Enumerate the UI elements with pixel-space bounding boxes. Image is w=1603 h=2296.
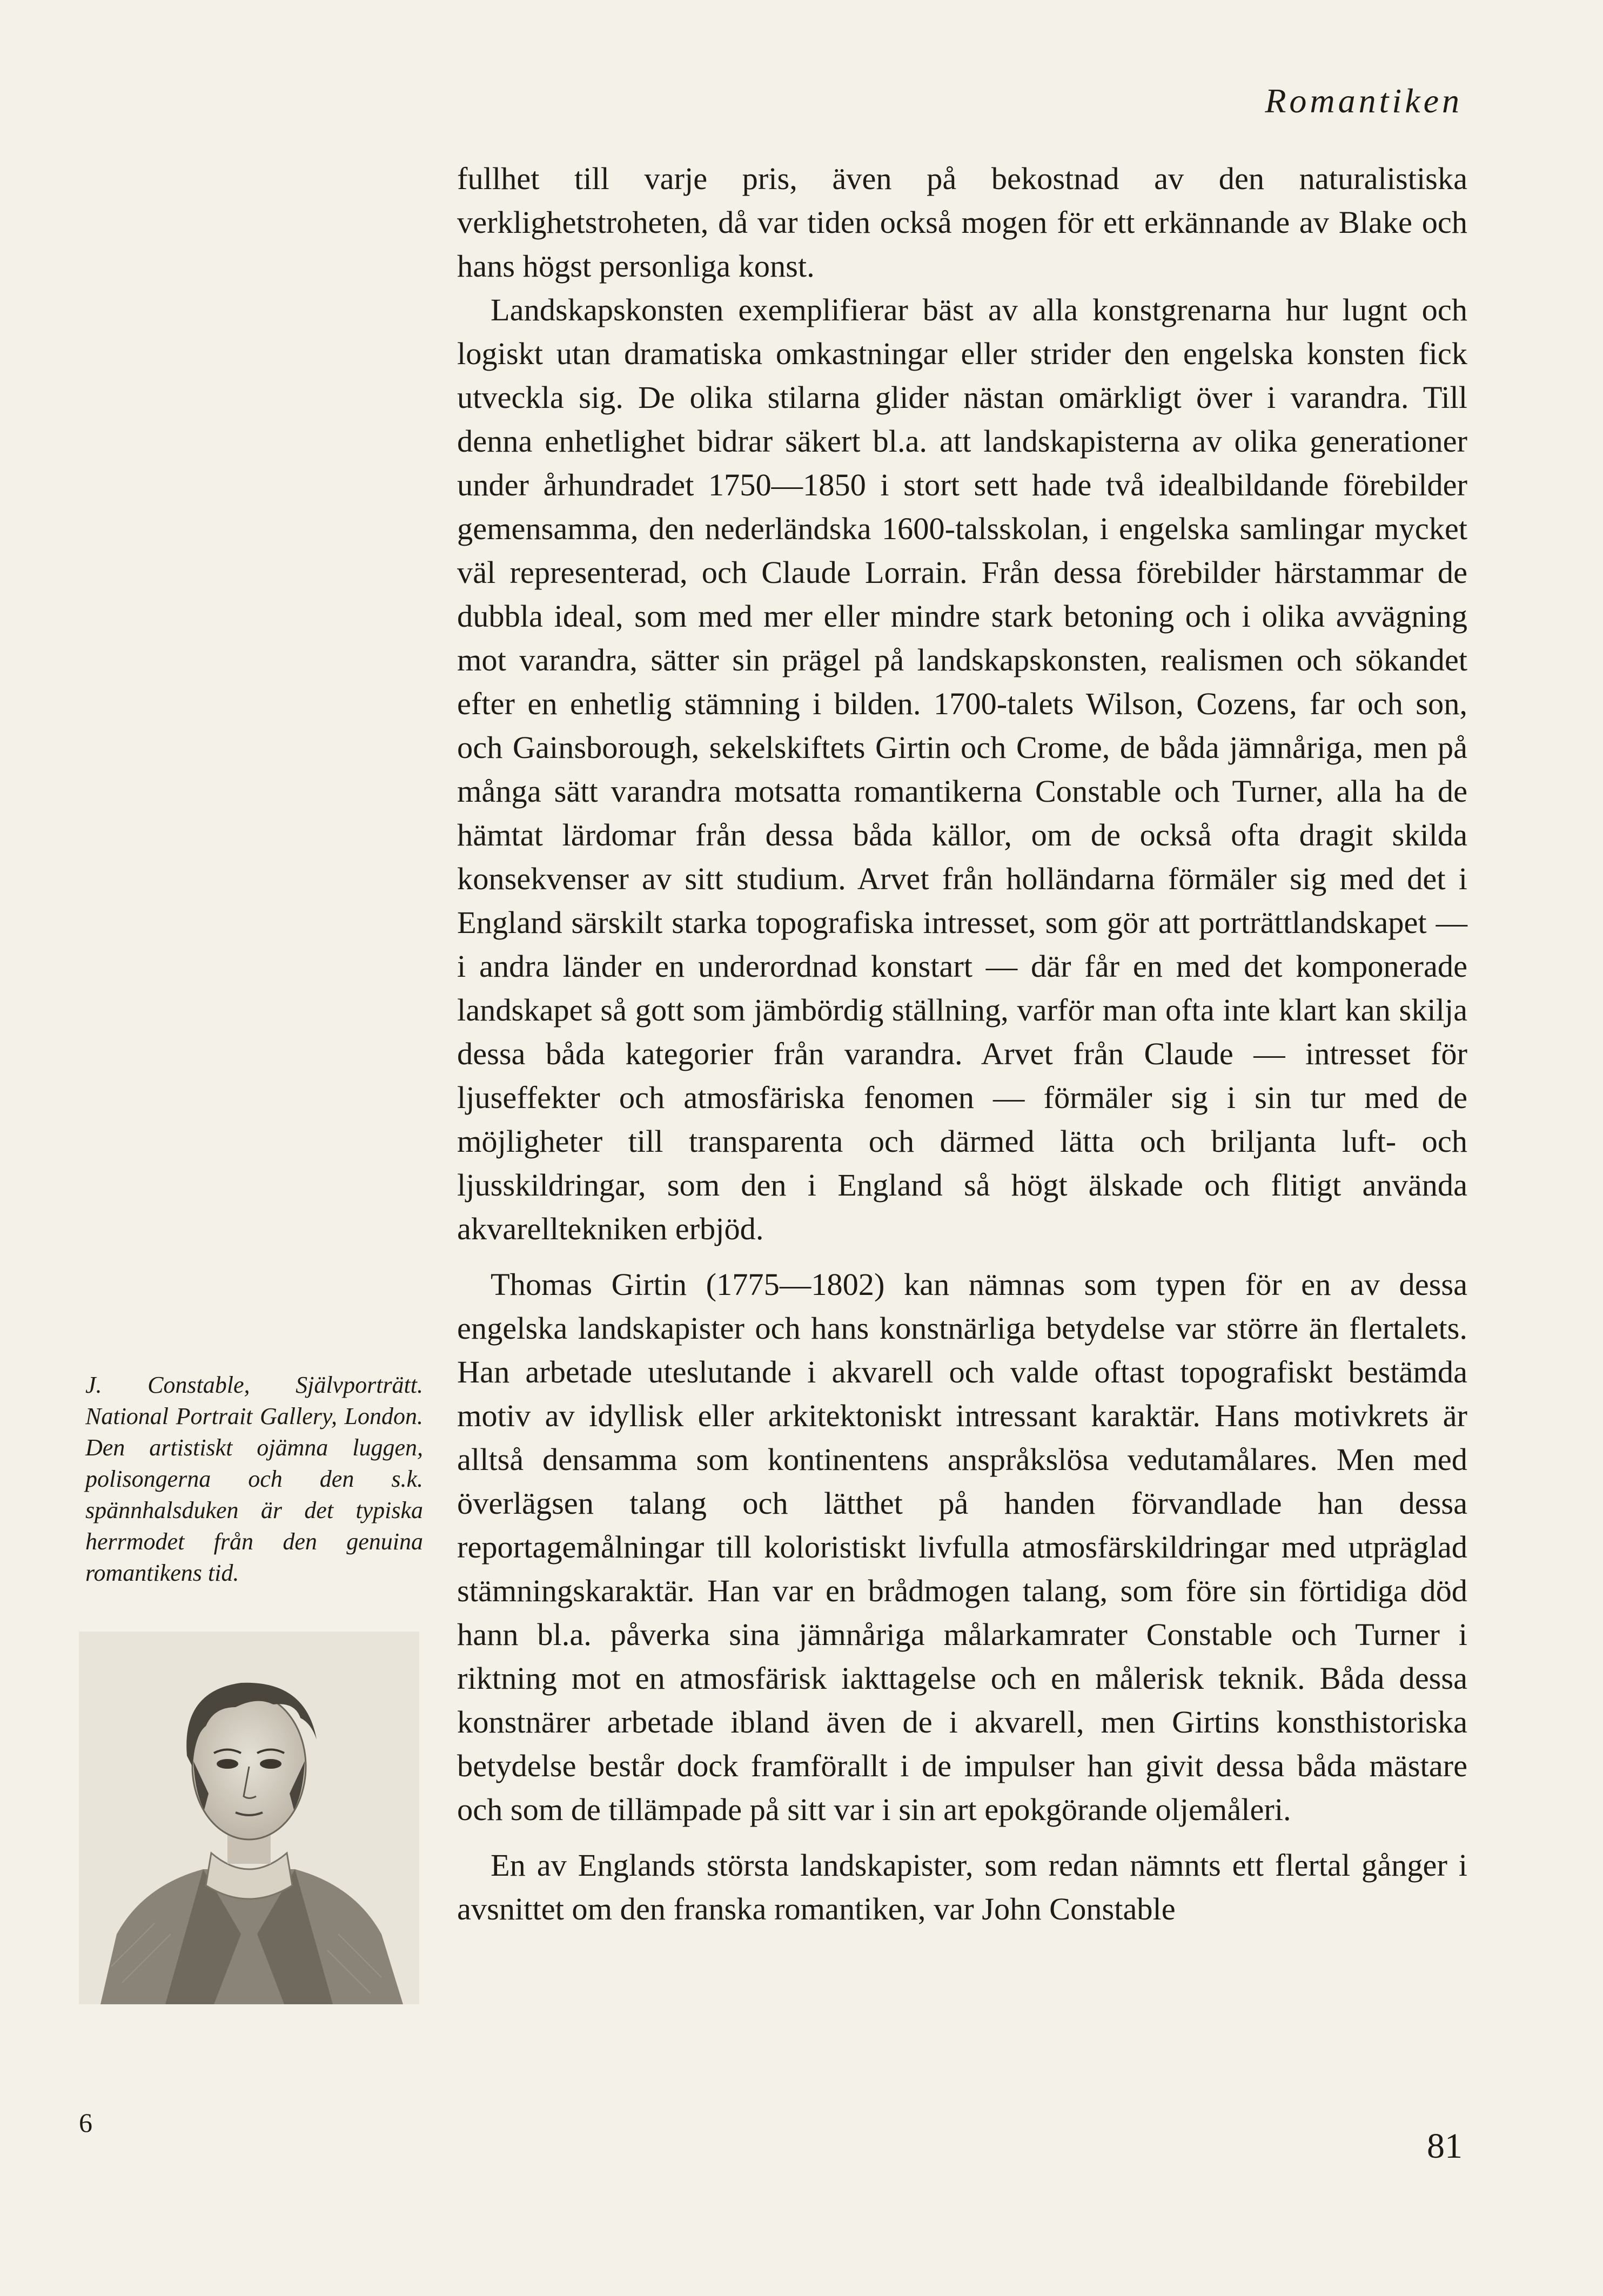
portrait-image	[79, 1632, 419, 2004]
figure-number: 6	[79, 2107, 92, 2138]
figure-caption: J. Constable, Självporträtt. National Portrait Gallery, London. Den artistiskt ojämna luggen, polisongerna och den s.k. spännhalsduken är det typiska herrmodet från den genuina romantikens tid.	[85, 1372, 423, 1586]
portrait-sketch-icon	[79, 1632, 419, 2004]
page-number: 81	[1427, 2126, 1463, 2166]
paragraph-2: Landskapskonsten exemplifierar bäst av alla konstgrenarna hur lugnt och logiskt utan dramatiska omkastningar eller strider den engelska konsten fick utveckla sig. De olika stilarna glider nästan omärkligt över i varandra. Till denna enhetlighet bidrar säkert bl.a. att landskapisterna av olika generationer under århundradet 1750—1850 i stort sett hade två idealbildande förebilder gemensamma, den nederländska 1600-talsskolan, i engelska samlingar mycket väl representerad, och Claude Lorrain. Från dessa förebilder härstammar de dubbla ideal, som med mer eller mindre stark betoning och i olika avvägning mot varandra, sätter sin prägel på landskapskonsten, realismen och sökandet efter en enhetlig stämning i bilden. 1700-talets Wilson, Cozens, far och son, och Gainsborough, sekelskiftets Girtin och Crome, de båda jämnåriga, men på många sätt varandra motsatta romantikerna Constable och Turner, alla ha de hämtat lärdomar från dessa båda källor, om de också ofta dragit skilda konsekvenser av sitt studium. Arvet från holländarna förmäler sig med det i England särskilt starka topografiska intresset, som gör att porträttlandskapet — i andra länder en underordnad konstart — där får en med det komponerade landskapet så gott som jämbördig ställning, varför man ofta inte klart kan skilja dessa båda kategorier från varandra. Arvet från Claude — intresset för ljuseffekter och atmosfäriska fenomen — förmäler sig i sin tur med de möjligheter till transparenta och därmed lätta och briljanta luft- och ljusskildringar, som den i England så högt älskade och flitigt använda akvarelltekniken erbjöd.	[457, 292, 1467, 1246]
paragraph-3: Thomas Girtin (1775—1802) kan nämnas som typen för en av dessa engelska landskapister och hans konstnärliga betydelse var större än flertalets. Han arbetade uteslutande i akvarell och valde oftast topografiskt bestämda motiv av idyllisk eller arkitektoniskt intressant karaktär. Hans motivkrets är alltså densamma som kontinentens anspråkslösa vedutamålares. Men med överlägsen talang och lätthet på handen förvandlade han dessa reportagemålningar till koloristiskt livfulla atmosfärskildringar med utpräglad stämningskaraktär. Han var en brådmogen talang, som före sin förtidiga död hann bl.a. påverka sina jämnåriga målarkamrater Constable och Turner i riktning mot en atmosfärisk iakttagelse och en målerisk teknik. Båda dessa konstnärer arbetade ibland även de i akvarell, men Girtins konsthistoriska betydelse består dock framförallt i de impulser han givit dessa båda mästare och som de tillämpade på sitt var i sin art epokgörande oljemåleri.	[457, 1267, 1467, 1827]
paragraph-4: En av Englands största landskapister, som redan nämnts ett flertal gånger i avsnittet om den franska romantiken, var John Constable	[457, 1848, 1467, 1926]
running-head: Romantiken	[1265, 82, 1463, 120]
body-text	[457, 157, 1467, 1931]
paragraph-1: fullhet till varje pris, även på bekostnad av den naturalistiska verklighetstroheten, då var tiden också mogen för ett erkännande av Blake och hans högst personliga konst.	[457, 161, 1467, 284]
